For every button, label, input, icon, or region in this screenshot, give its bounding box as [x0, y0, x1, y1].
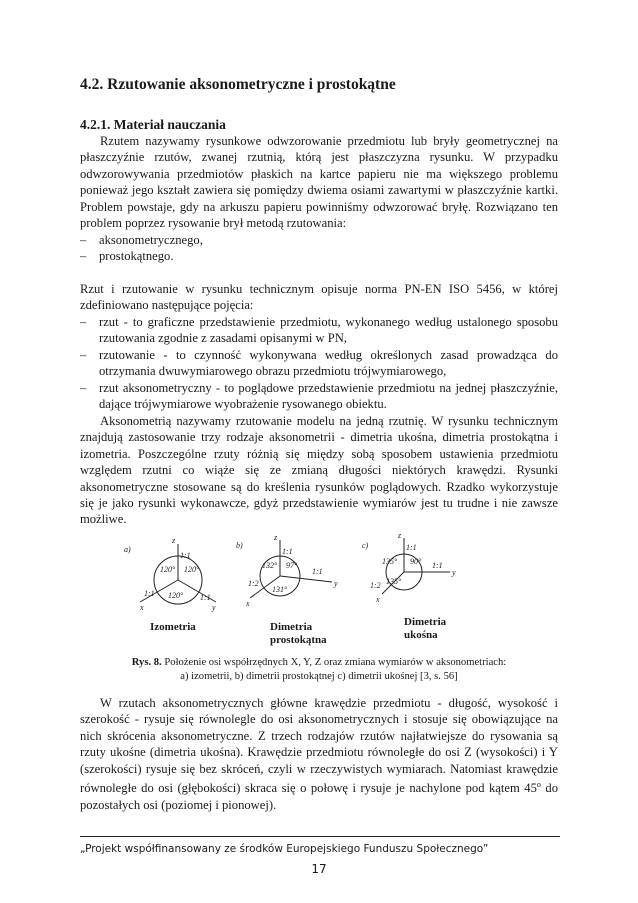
list-item: – prostokątnego. [80, 248, 558, 264]
axis-label: x [246, 599, 250, 608]
caption-line-1: Położenie osi współrzędnych X, Y, Z oraz zmiana wymiarów w aksonometriach: [164, 657, 507, 668]
paragraph-2: Rzut i rzutowanie w rysunku technicznym opisuje norma PN-EN ISO 5456, w której zdefiniowano następujące pojęcia: [80, 282, 558, 313]
ratio-label: 1:1 [312, 567, 323, 576]
figure-caption [80, 656, 558, 683]
angle-label: 90° [410, 557, 422, 566]
list-item: – aksonometrycznego, [80, 232, 558, 248]
ratio-label: 1:1 [200, 593, 211, 602]
page-number: 17 [311, 862, 327, 876]
angle-label: 120° [160, 565, 176, 574]
angle-label: 120° [168, 591, 184, 600]
ratio-label: 1:1 [432, 561, 443, 570]
caption-label: Rys. 8. [131, 657, 162, 668]
paragraph-4-text: W rzutach aksonometrycznych główne krawędzie przedmiotu - długość, wysokość i szerokość - rysuje się równolegle do osi aksonometrycznych i stosuje się obowiązujące na nich skrócenia aksonometryczne. Z trzech rodzajów rzutów najłatwiejsze do rysowania są rzuty ukośne (dimetria ukośna). Krawędzie przedmiotu równoległe do osi Z (wysokości) i Y (szerokości) rysuje się bez skróceń, czyli w rzeczywistych wymiarach. Natomiast krawędzie równoległe do osi (głębokości) skraca się o połowę i rysuje je nachylone pod kątem 45 [80, 696, 558, 796]
panel-letter: c) [362, 541, 369, 550]
angle-label: 132° [262, 561, 278, 570]
bullet-list-2 [80, 314, 558, 412]
footer-rule [80, 836, 560, 837]
ratio-label: 1:1 [282, 547, 293, 556]
ratio-label: 1:2 [248, 579, 259, 588]
figure-label-izometria: Izometria [150, 621, 196, 633]
figure-label-dimetria-prostokatna: Dimetria prostokątna [270, 621, 327, 646]
paragraph-4 [80, 695, 558, 813]
degree-superscript: o [536, 780, 541, 790]
angle-label: 131° [272, 585, 288, 594]
axis-label: z [172, 536, 176, 545]
angle-label: 120° [184, 565, 200, 574]
panel-letter: a) [124, 545, 131, 554]
axis-label: z [398, 534, 402, 540]
paragraph-1: Rzutem nazywamy rysunkowe odwzorowanie przedmiotu lub bryły geometrycznej na płaszczyźnie rzutów, zwanej rzutnią, którą jest płaszczyzna rysunku. W przypadku odwzorowywania przedmiotów płaskich na kartce papieru nie ma większego problemu ponieważ jego kształt zawiera się pomiędzy dwiema osiami zawartymi w płaszczyźnie kartki. Problem powstaje, gdy na arkuszu papieru powinniśmy odwzorować bryłę. Rozwiązano ten problem poprzez rysowanie brył metodą rzutowania: [80, 134, 558, 231]
section-title: 4.2. Rzutowanie aksonometryczne i prostokątne [80, 76, 396, 93]
ratio-label: 1:1 [406, 543, 417, 552]
angle-label: 135° [382, 557, 398, 566]
angle-label: 97° [286, 561, 298, 570]
subsection-title: 4.2.1. Materiał nauczania [80, 117, 226, 132]
axis-label: y [452, 568, 456, 577]
footer-text: „Projekt współfinansowany ze środków Europejskiego Funduszu Społecznego” [80, 843, 489, 855]
list-item: – rzut aksonometryczny - to poglądowe przedstawienie przedmiotu na jednej płaszczyźnie, dające trójwymiarowe wyobrażenie rysowanego obiektu. [80, 380, 558, 413]
axis-label: z [274, 534, 278, 542]
ratio-label: 1:2 [370, 581, 381, 590]
axis-label: x [140, 603, 144, 612]
list-item: – rzutowanie - to czynność wykonywana według określonych zasad prowadząca do otrzymania dwuwymiarowego obrazu przedmiotu trójwymiarowego, [80, 347, 558, 380]
ratio-label: 1:1 [180, 551, 191, 560]
bullet-list-1 [80, 232, 558, 265]
figure-label-dimetria-ukosna: Dimetria ukośna [404, 616, 447, 641]
axis-label: y [334, 579, 338, 588]
caption-line-2: a) izometrii, b) dimetrii prostokątnej c) dimetrii ukośnej [3, s. 56] [180, 670, 458, 682]
paragraph-4-end: do pozostałych osi (poziomej i pionowej). [80, 781, 558, 812]
paragraph-3: Aksonometrią nazywamy rzutowanie modelu na jedną rzutnię. W rysunku technicznym znajdują zastosowanie trzy rodzaje aksonometrii - dimetria ukośna, dimetria prostokątna i izometria. Poszczególne rzuty różnią się między sobą sposobem ustawienia przedmiotu względem rzutni co wiąże się ze zmianą długości niektórych krawędzi. Rysunki aksonometryczne stosowane są do kreślenia rysunków poglądowych. Rzadko wykorzystuje się je jako rysunki wykonawcze, gdyż przedstawienie wymiarów jest tu trudne i nie zawsze możliwe. [80, 414, 558, 527]
ratio-label: 1:1 [144, 589, 155, 598]
angle-label: 135° [386, 577, 402, 586]
list-item: – rzut - to graficzne przedstawienie przedmiotu, wykonanego według ustalonego sposobu rzutowania zgodnie z zasadami opisanymi w PN, [80, 314, 558, 347]
axis-label: x [376, 595, 380, 604]
axis-label: y [212, 603, 216, 612]
panel-letter: b) [236, 541, 243, 550]
